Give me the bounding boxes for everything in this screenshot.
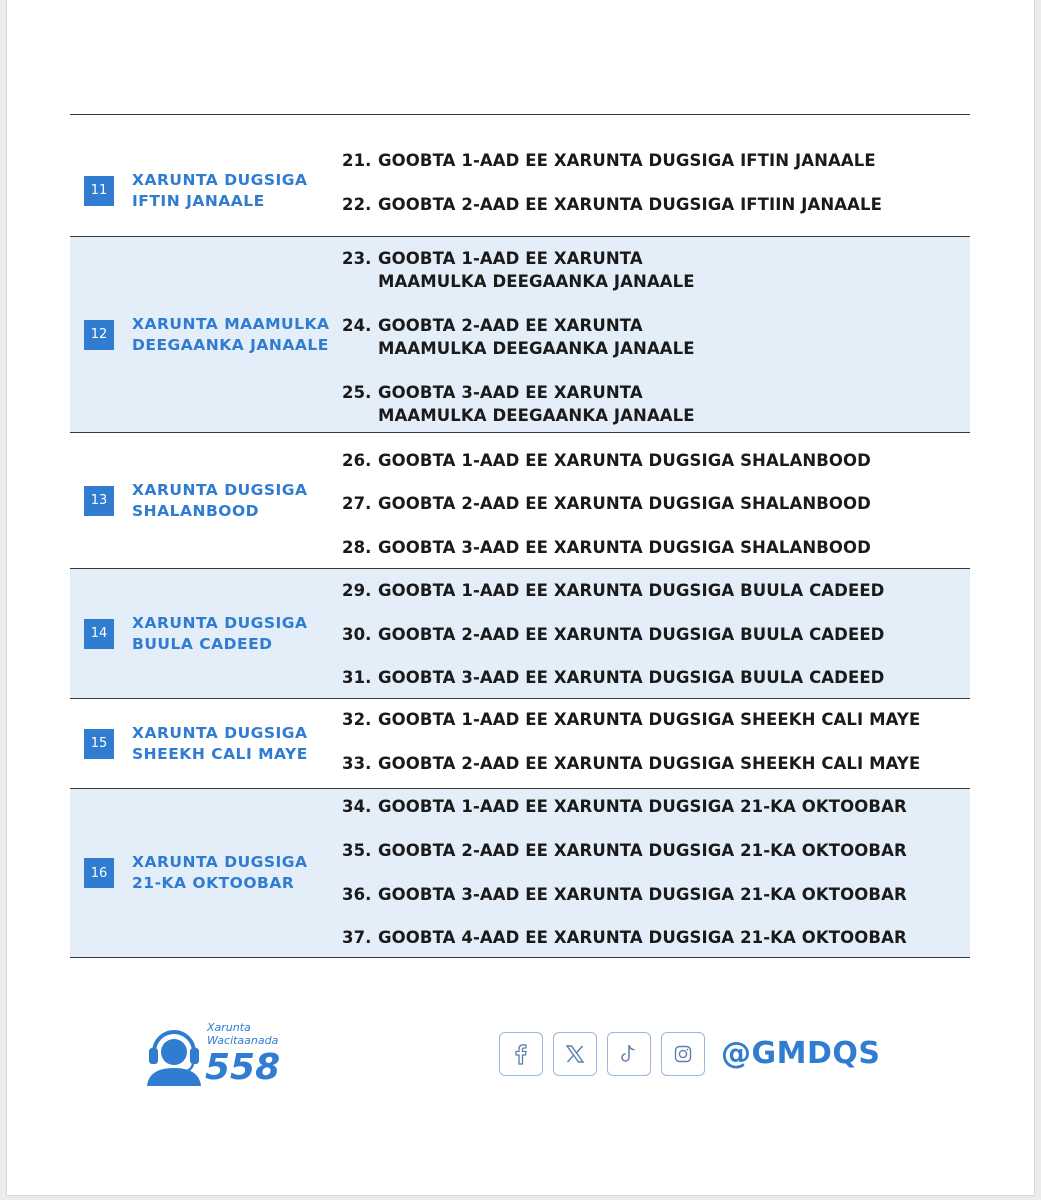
station-name-line: GOOBTA 1-AAD EE XARUNTA DUGSIGA SHEEKH CALI MAYE bbox=[378, 710, 921, 729]
station-name-line: MAAMULKA DEEGAANKA JANAALE bbox=[378, 406, 695, 425]
station-name-line: GOOBTA 2-AAD EE XARUNTA DUGSIGA IFTIIN JANAALE bbox=[378, 195, 883, 214]
station-name-line: GOOBTA 3-AAD EE XARUNTA DUGSIGA SHALANBOOD bbox=[378, 538, 871, 557]
station-number: 37. bbox=[342, 928, 372, 947]
station-item bbox=[342, 926, 907, 949]
station-number: 32. bbox=[342, 710, 372, 729]
station-name-line: GOOBTA 1-AAD EE XARUNTA bbox=[378, 249, 643, 268]
station-item bbox=[342, 149, 876, 172]
center-name: XARUNTA DUGSIGA BUULA CADEED bbox=[132, 613, 308, 653]
station-number: 26. bbox=[342, 451, 372, 470]
station-name-line: GOOBTA 2-AAD EE XARUNTA DUGSIGA SHEEKH CALI MAYE bbox=[378, 754, 921, 773]
station-number: 36. bbox=[342, 885, 372, 904]
tiktok-button[interactable] bbox=[607, 1032, 651, 1076]
station-item bbox=[342, 623, 884, 646]
station-name-line: GOOBTA 3-AAD EE XARUNTA bbox=[378, 383, 643, 402]
group-buula-cadeed bbox=[70, 569, 970, 699]
social-handle[interactable]: @GMDQS bbox=[721, 1036, 881, 1071]
station-name-line: GOOBTA 1-AAD EE XARUNTA DUGSIGA 21-KA OKTOOBAR bbox=[378, 797, 907, 816]
center-name: XARUNTA MAAMULKA DEEGAANKA JANAALE bbox=[132, 314, 330, 354]
station-item bbox=[342, 752, 920, 775]
centers-table bbox=[70, 145, 970, 958]
station-number: 34. bbox=[342, 797, 372, 816]
station-name-line: GOOBTA 1-AAD EE XARUNTA DUGSIGA SHALANBOOD bbox=[378, 451, 871, 470]
group-maamulka-janaale bbox=[70, 237, 970, 433]
station-item bbox=[342, 492, 871, 515]
group-shalanbood bbox=[70, 433, 970, 569]
group-number-badge: 15 bbox=[84, 729, 114, 759]
station-name-line: GOOBTA 2-AAD EE XARUNTA bbox=[378, 316, 643, 335]
tiktok-icon bbox=[619, 1043, 639, 1065]
center-name: XARUNTA DUGSIGA SHALANBOOD bbox=[132, 480, 308, 520]
station-number: 28. bbox=[342, 538, 372, 557]
station-name-line: MAAMULKA DEEGAANKA JANAALE bbox=[378, 339, 695, 358]
station-item bbox=[342, 381, 695, 427]
station-item bbox=[342, 536, 871, 559]
station-item bbox=[342, 314, 695, 360]
station-item bbox=[342, 795, 907, 818]
group-number-badge: 13 bbox=[84, 486, 114, 516]
station-name-line: GOOBTA 4-AAD EE XARUNTA DUGSIGA 21-KA OKTOOBAR bbox=[378, 928, 907, 947]
station-item bbox=[342, 883, 907, 906]
station-number: 29. bbox=[342, 581, 372, 600]
x-button[interactable] bbox=[553, 1032, 597, 1076]
center-name: XARUNTA DUGSIGA IFTIN JANAALE bbox=[132, 170, 308, 210]
station-item bbox=[342, 193, 882, 216]
station-name-line: GOOBTA 3-AAD EE XARUNTA DUGSIGA 21-KA OKTOOBAR bbox=[378, 885, 907, 904]
station-number: 23. bbox=[342, 249, 372, 268]
group-sheekh-cali-maye bbox=[70, 699, 970, 789]
station-item bbox=[342, 839, 907, 862]
x-icon bbox=[565, 1044, 585, 1064]
brand-line-1: Xarunta bbox=[207, 1021, 251, 1034]
top-divider bbox=[70, 114, 970, 115]
station-number: 27. bbox=[342, 494, 372, 513]
station-number: 24. bbox=[342, 316, 372, 335]
station-name-line: GOOBTA 3-AAD EE XARUNTA DUGSIGA BUULA CADEED bbox=[378, 668, 885, 687]
station-number: 30. bbox=[342, 625, 372, 644]
station-number: 22. bbox=[342, 195, 372, 214]
station-number: 31. bbox=[342, 668, 372, 687]
group-number-badge: 11 bbox=[84, 176, 114, 206]
instagram-icon bbox=[673, 1044, 693, 1064]
headset-icon bbox=[143, 1022, 205, 1086]
group-number-badge: 12 bbox=[84, 320, 114, 350]
station-name-line: GOOBTA 2-AAD EE XARUNTA DUGSIGA 21-KA OKTOOBAR bbox=[378, 841, 907, 860]
station-item bbox=[342, 666, 884, 689]
station-item bbox=[342, 247, 695, 293]
center-name: XARUNTA DUGSIGA SHEEKH CALI MAYE bbox=[132, 723, 308, 763]
group-iftin-janaale bbox=[70, 145, 970, 237]
facebook-button[interactable] bbox=[499, 1032, 543, 1076]
station-name-line: GOOBTA 2-AAD EE XARUNTA DUGSIGA SHALANBOOD bbox=[378, 494, 871, 513]
station-number: 25. bbox=[342, 383, 372, 402]
group-21-ka-oktoobar bbox=[70, 789, 970, 958]
station-number: 35. bbox=[342, 841, 372, 860]
hotline-number: 558 bbox=[205, 1047, 281, 1088]
center-name: XARUNTA DUGSIGA 21-KA OKTOOBAR bbox=[132, 853, 308, 892]
brand-line-2: Wacitaanada bbox=[207, 1034, 279, 1047]
footer bbox=[7, 1010, 1036, 1110]
station-item bbox=[342, 579, 884, 602]
group-number-badge: 16 bbox=[84, 858, 114, 888]
station-number: 21. bbox=[342, 151, 372, 170]
station-name-line: GOOBTA 2-AAD EE XARUNTA DUGSIGA BUULA CADEED bbox=[378, 625, 885, 644]
station-number: 33. bbox=[342, 754, 372, 773]
group-number-badge: 14 bbox=[84, 619, 114, 649]
facebook-icon bbox=[511, 1043, 531, 1065]
station-item bbox=[342, 449, 871, 472]
instagram-button[interactable] bbox=[661, 1032, 705, 1076]
station-name-line: MAAMULKA DEEGAANKA JANAALE bbox=[378, 272, 695, 291]
station-item bbox=[342, 708, 920, 731]
station-name-line: GOOBTA 1-AAD EE XARUNTA DUGSIGA BUULA CADEED bbox=[378, 581, 885, 600]
station-name-line: GOOBTA 1-AAD EE XARUNTA DUGSIGA IFTIN JANAALE bbox=[378, 151, 876, 170]
page bbox=[6, 0, 1035, 1196]
